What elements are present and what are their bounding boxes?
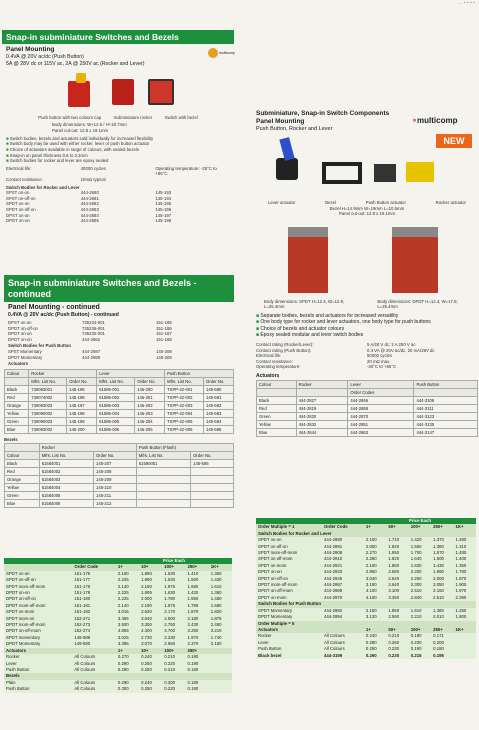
table-row: SPDT on-mom 151-182 3.015 2.630 2.170 1.870 1.820 (6, 609, 222, 615)
bullet-item: ■ Epoxy sealed modular and lever switch bodies (256, 332, 478, 339)
right-bullets (256, 313, 478, 339)
section-title-banner: Snap-in subminiature Switches and Bezels (2, 30, 234, 44)
table-row: SPDT on-on 151-175 2.160 1.890 1.630 1.410 1.350 (6, 570, 222, 576)
list-heading: Switch Bodies for Rocker and Lever (6, 184, 80, 190)
new-badge: NEW (436, 134, 472, 148)
table-row: Red 444-2819 444-2858 444-3111 (257, 405, 478, 413)
list-item: DPST on-on 444-2684 145-197 (6, 212, 172, 218)
table-row: Black 61584001 145-207 61590001 145-586 (5, 460, 234, 468)
actuator-captions (256, 200, 478, 206)
table-row: Push Button All Colours 0.300 0.250 0.220 0.190 (6, 686, 199, 692)
bezels-heading: Bezels (4, 436, 18, 442)
spec-row: Electrical life: 40000 cycles Operating temperature: -25°C to +85°C (6, 165, 217, 177)
multicomp-logo-small (208, 48, 235, 60)
group-heading: Switch Bodies for Rocker and Lever (256, 531, 476, 537)
dpdt-body-photo (392, 227, 438, 293)
body-captions (256, 299, 478, 310)
table-row: Rocker All Colours 0.270 0.240 0.210 0.190 (6, 654, 199, 660)
spec-rows (6, 166, 230, 183)
price-each-label: Price Each (116, 558, 232, 564)
table-row: Red 735074002 145-196 61585-002 145-201 TSPP-22-002 145-581 (5, 393, 234, 401)
table-row: DPDT on-off-mom 152-274 4.855 4.400 3.700 3.250 3.215 (6, 628, 222, 634)
bezels-table: Rocker Push Button (Flush) Colour Mfrs. List No. Order No. Mfrs. List No. Order No. Black 61584001 145-207 61590001 145-586 Red 61584002 145-208 Orange 61584003 145-209 Yellow 61584004 145-210 Green 61584005 145-211 Blue 61584006 145-212 (4, 443, 234, 508)
list-item: DPDT on-on 735235-001 151-187 (8, 331, 172, 337)
table-row: DPDT on-off-on 151-180 2.225 2.000 1.780 1.550 1.480 (6, 596, 222, 602)
right-title-2: Panel Mounting (256, 118, 305, 125)
right-actuators-heading: Actuators (256, 372, 280, 379)
photo-captions (32, 115, 204, 121)
spdt-body-photo (288, 227, 328, 293)
table-row: SPDT on-off-on 151-177 2.225 1.890 1.630 1.500 1.430 (6, 577, 222, 583)
order-multiple-label: Order Multiple = 5 (256, 621, 476, 627)
page-header-right: ... ▪ ▪ ▪ ▪ (458, 0, 475, 6)
table-row: SPDT on-off-mom 444-2910 2.260 1.920 1.640 1.500 1.400 (258, 556, 467, 562)
list-item: DPDT on-off-on 735236-001 151-186 (8, 325, 172, 331)
table-row: SPDT momentary 149-589 3.025 2.730 2.230 1.970 1.740 (6, 634, 222, 640)
table-row: SPDT Momentary 444-2982 2.150 1.850 1.510 1.380 1.250 (258, 607, 467, 613)
table-row: Yellow 444-2832 444-2851 444-3135 (257, 421, 478, 429)
actuators-subheader-row: Actuators 1+ 10+ 100+ 250+ (4, 648, 232, 654)
table-row: SPDT on-mom 444-2921 2.160 1.850 1.630 1.430 1.350 (258, 562, 467, 568)
bezel-photo (322, 162, 362, 184)
right-section (256, 110, 478, 437)
continued-title-banner: Snap-in subminiature Switches and Bezels - continued (4, 275, 234, 302)
table-row: Green 444-2820 444-2870 444-3123 (257, 413, 478, 421)
bezel-dims: Bezel H=14.9mm W=19mm L=10.5mm (329, 205, 405, 211)
spec-row: Contact rating (Push Button): 0.4 VA @ 20V ac/dc, 20 mA/28V dc (256, 347, 435, 353)
table-row: DPDT on-off-mom 444-2969 4.100 3.100 2.510 2.150 1.970 (258, 588, 467, 594)
table-row: Orange 735083003 145-197 61585-003 145-202 TSPP-22-003 145-582 (5, 401, 234, 409)
table-row: Rocker All Colours 0.240 0.210 0.180 0.171 (258, 633, 444, 639)
bullet-item: ■ Switch bodies, bezels and actuators sold individually for increased flexibility (6, 136, 230, 142)
photo-caption: Body dimensions: SPDT H=12.4, W=12.9, L=25.4mm (264, 298, 345, 310)
switch-body-photos (256, 225, 478, 299)
table-row: Yellow 735090002 145-198 61585-004 145-203 TSPP-22-004 145-583 (5, 409, 234, 417)
list-item: SPDT on-on 444-2682 145-195 (6, 201, 172, 207)
section-subtitle: Panel Mounting (6, 46, 55, 53)
spec-row: Operating temperature: -30°C to +85°C (256, 364, 397, 370)
table-row: SPDT on-on 444-2880 2.150 1.710 1.420 1.370 1.280 (258, 537, 467, 543)
photo-caption: Switch with bezel (164, 115, 198, 120)
table-row: Black bezel 444-3159 0.260 0.230 0.215 0.195 (258, 652, 444, 658)
bullet-item: ■ One body type for rocker and lever actuators, one body type for push buttons (256, 319, 478, 326)
photo-caption: Lever actuator (268, 200, 296, 205)
table-row: DPDT on-on 151-179 2.225 1.895 1.630 1.420 1.360 (6, 590, 222, 596)
continued-subtitle: Panel Mounting - continued (8, 304, 100, 311)
table-row: SPDT mom-on 152-271 3.455 3.040 2.500 2.180 1.875 (6, 615, 222, 621)
left-top-section (2, 30, 234, 272)
table-row: DPDT on-off-on 444-2945 3.040 2.640 2.260 2.000 1.870 (258, 575, 467, 581)
actuators-subheader-row: Actuators 1+ 50+ 100+ 250+ 1K+ (256, 627, 476, 633)
photo-caption: Push button with two colours cap (38, 115, 102, 120)
right-actuators-table: Colour Rocker Lever Push Button Order Codes Black 444-2827 444-2846 444-3108 Red 444-2819 444-2858 444-3111 Green 444-2820 444-2870 444-3123 Yellow 444-2832 444-2851 444-3135 Blue 444-2844 444-2863 444-3147 (256, 380, 478, 437)
dimension-detail-2: Panel cut-out: 12.8 x 19.1mm (52, 128, 109, 134)
spec-row: Contact resistance: 20 mΩ max. (256, 358, 391, 364)
table-row: Blue 735083002 145-200 61585-006 145-205 TSPP-22-006 145-585 (5, 425, 234, 433)
panel-cutout: Panel cut-out: 12.8 x 19.1mm (338, 211, 396, 217)
logo-circle-icon (208, 48, 218, 58)
photo-caption: Push Button actuator (365, 200, 406, 205)
list-item: DPST on-on 735234-001 151-185 (8, 320, 172, 325)
logo-text: multicomp (219, 51, 235, 55)
push-button-switch-photo (68, 81, 90, 107)
push-button-cap-photo (76, 73, 86, 83)
table-row: Black 444-2827 444-2846 444-3108 (257, 397, 478, 405)
photo-caption: Subminiature rocker (113, 115, 153, 120)
list-item: SPST on-on 444-2680 145-193 (6, 190, 172, 196)
table-row: DPDT Momentary 149-590 3.385 3.070 2.650 2.370 2.150 (6, 641, 222, 647)
list-item: SPST on-off-on 444-2681 145-194 (6, 195, 172, 201)
feature-bullets (6, 136, 230, 164)
table-row: DPDT mom-off-mom 444-2957 3.190 2.640 2.300 2.050 1.900 (258, 582, 467, 588)
table-row: Plain All Colours 0.290 0.240 0.200 0.180 (6, 679, 199, 685)
table-row: DPDT Momentary 444-2994 3.130 2.590 2.210 2.010 1.800 (258, 614, 467, 620)
table-row: Push Button All Colours 0.250 0.230 0.190 0.180 (258, 646, 444, 652)
bezels-subheader-row: Bezels (4, 673, 232, 679)
table-row: Lever All Colours 0.280 0.260 0.230 0.200 (258, 639, 444, 645)
photo-caption: Bezel (325, 200, 336, 205)
table-row: SPDT mom-off-mom 151-176 2.140 2.160 1.875 1.680 1.610 (6, 583, 222, 589)
table-row: Green 735090003 145-199 61585-005 145-204 TSPP-22-005 145-584 (5, 417, 234, 425)
switch-body-list (6, 185, 230, 224)
spec-row: Contact resistance: 10mΩ typical (6, 176, 106, 182)
spec-row: Electrical life: 50000 cycles (256, 353, 393, 359)
push-heading: Switch Bodies for Push Button (8, 343, 72, 349)
right-subtitle: Push Button, Rocker and Lever (256, 126, 333, 132)
left-price-table (4, 558, 232, 693)
continued-list (8, 320, 230, 367)
bezel-switch-photo (148, 79, 174, 105)
price-each-label: Price Each (364, 518, 476, 524)
table-row: DPDT mom-off-mom 151-181 2.140 2.190 1.975 1.790 1.680 (6, 602, 222, 608)
table-row: Orange 61584003 145-209 (5, 476, 234, 484)
spec-line-1: 0.4VA @ 20V ac/dc (Push Button) (6, 54, 84, 60)
list-item: DPDT on-on 444-2685 145-198 (6, 218, 172, 224)
table-row: Blue 444-2844 444-2863 444-3147 (257, 429, 478, 437)
list-item: SPST Momentary 444-2987 145-208 (8, 348, 172, 354)
continued-spec: 0.4VA @ 20V ac/dc (Push Button) - continued (8, 312, 119, 318)
table-row: Lever All Colours 0.290 0.250 0.220 0.190 (6, 660, 199, 666)
photo-caption: Rocker actuator (435, 200, 466, 205)
table-row: Blue 61584006 145-212 (5, 500, 234, 508)
right-title: Subminiature, Snap-in Switch Components (256, 110, 390, 117)
price-header-row: Order Multiple = 1 Order Code 1+ 50+ 100+ 250+ 1K+ (256, 524, 476, 530)
dimension-detail-1: Body dimensions: W+12.5 / H+18.7mm (52, 121, 127, 127)
table-row: Black 735083001 145-195 61585-001 145-200 TSPP-22-001 145-580 (5, 385, 234, 393)
table-row: DPDT on-mom 444-2970 4.150 3.350 2.840 2.510 2.390 (258, 594, 467, 600)
lever-actuator-photo (276, 158, 298, 180)
logo-accent-icon: ∘ (412, 116, 418, 125)
rocker-switch-photo (112, 79, 134, 105)
spec-row: Contact rating (Rocker/Lever): 5 A/28 V dc; 2 A 250 V ac (256, 341, 416, 347)
right-price-table (256, 518, 476, 659)
group-heading: Switch Bodies for Push Button (256, 601, 476, 607)
bullet-item: ■ Switch bodies for rocker and lever are epoxy sealed (6, 158, 230, 164)
table-row: DPDT on-on 444-2933 2.950 2.580 2.200 1.890 1.780 (258, 569, 467, 575)
price-header-row: Order Code 1+ 10+ 100+ 250+ 1K+ (4, 564, 232, 570)
table-row: Yellow 61584004 145-210 (5, 484, 234, 492)
bullet-item: ■ Switch body may be used with either rocker, lever or push button actuator (6, 141, 230, 147)
photo-caption: Body dimensions: DPDT H=12.4, W=17.8, L=25.4mm (377, 298, 458, 310)
actuators-table: Colour Rocker Lever Push Button Mfrs. List No. Order No. Mfrs. List No. Order No. Mfrs. List No. Order No. Black 735083001 145-195 61585-001 145-200 TSPP-22-001 145-580 Red 735074002 145-196 61585-002 145-201 TSPP-22-002 145-581 Orange 735083003 145-197 61585-003 145-202 TSPP-22-003 145-582 Yellow 735090002 145-198 61585-004 145-203 TSPP-22-004 145-583 Green 735090003 145-199 61585-005 145-204 TSPP-22-005 145-584 Blue 735083002 145-200 61585-006 145-205 TSPP-22-006 145-585 (4, 369, 234, 434)
bullet-item: ■ Choice of actuators available in range of colours, with sealed bezels (6, 147, 230, 153)
bullet-item: ■ Choice of bezels and actuator colours (256, 326, 478, 333)
multicomp-logo: ∘multicomp (412, 116, 458, 125)
bullet-item: ■ Snap-in on panel thickness 0.8 to 3.2mm (6, 153, 230, 159)
list-item: DPDT on-on 444-2862 151-188 (8, 336, 172, 342)
rocker-actuator-photo (406, 162, 434, 182)
table-row: Red 61584002 145-208 (5, 468, 234, 476)
table-row: SPDT on-off-on 444-2891 2.050 1.820 1.560 1.380 1.310 (258, 543, 467, 549)
table-row: Green 61584005 145-211 (5, 492, 234, 500)
actuator-photos (256, 138, 478, 200)
bullet-item: ■ Separate bodies, bezels and actuators for increased versatility (256, 313, 478, 320)
list-item: DPDT Momentary 444-2989 145-209 (8, 354, 172, 360)
left-continued-section (4, 275, 234, 508)
actuators-heading: Actuators (8, 361, 29, 367)
table-row: DPDT mom-off-mom 152-273 3.500 3.300 2.750 2.430 2.450 (6, 622, 222, 628)
right-specs (256, 342, 478, 370)
table-row: SPDT mom-off-mom 444-2908 2.270 1.950 1.700 1.570 1.480 (258, 550, 467, 556)
table-row: Push Button All Colours 0.290 0.250 0.210 0.180 (6, 666, 199, 672)
list-item: SPDT on-off-on 444-2683 145-196 (6, 206, 172, 212)
push-button-actuator-photo (374, 164, 396, 182)
spec-line-2: 5A @ 28V dc or 115V ac, 2A @ 250V ac (Rocker and Lever) (6, 61, 145, 67)
product-photos (2, 73, 234, 115)
